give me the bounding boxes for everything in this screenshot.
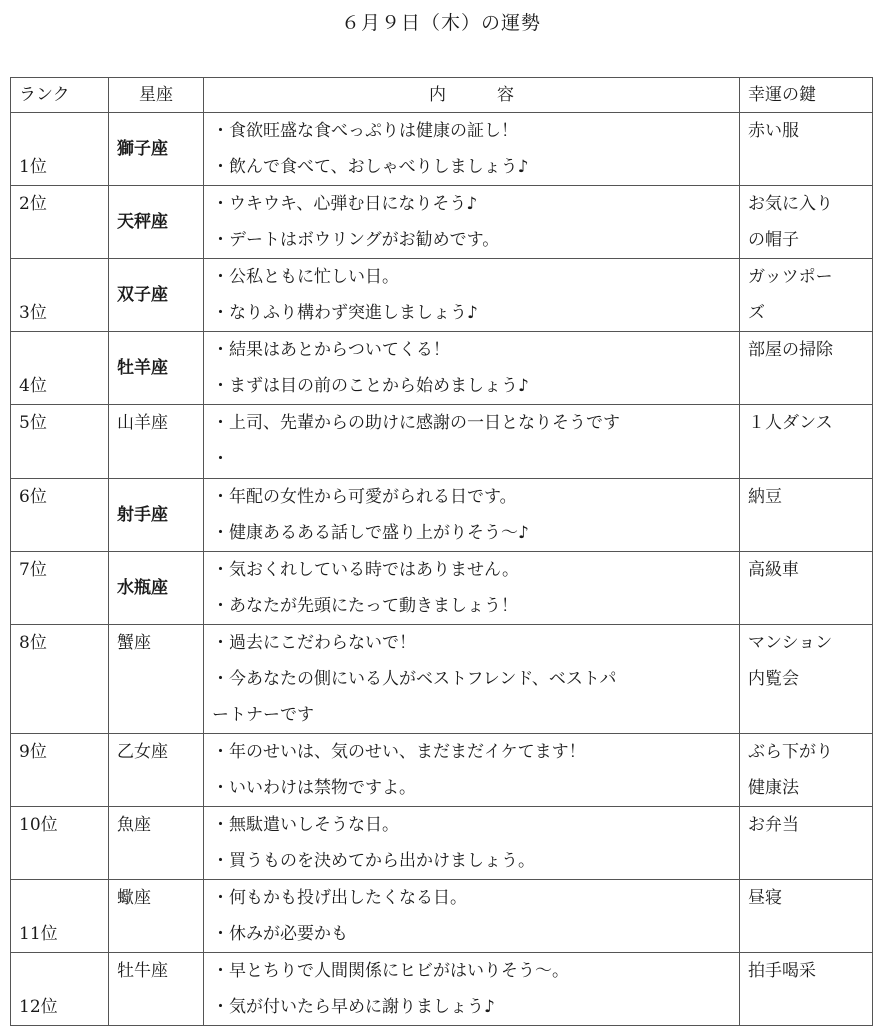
fortune-text-line: ・結果はあとからついてくる！: [212, 340, 450, 360]
lucky-key-text: 高級車: [748, 560, 799, 580]
lucky-key-text: １人ダンス: [748, 413, 833, 433]
lucky-key-cell: [740, 625, 873, 734]
zodiac-sign-label: 魚座: [117, 815, 151, 835]
table-row: [11, 332, 873, 405]
lucky-key-text: マンション: [748, 633, 833, 653]
fortune-content-cell: [204, 332, 740, 405]
rank-label: 12位: [19, 997, 58, 1017]
lucky-key-text: ガッツポー: [748, 267, 833, 287]
zodiac-sign-cell: [109, 552, 204, 625]
fortune-text-line: ・あなたが先頭にたって動きましょう！: [212, 596, 518, 616]
fortune-text-line: ・上司、先輩からの助けに感謝の一日となりそうです: [212, 413, 620, 433]
fortune-text-line: ・デートはボウリングがお勧めです。: [212, 230, 500, 250]
zodiac-sign-cell: [109, 734, 204, 807]
lucky-key-text: 健康法: [748, 778, 799, 798]
fortune-text-line: ・飲んで食べて、おしゃべりしましょう♪: [212, 157, 529, 177]
fortune-text-line: ・休みが必要かも: [212, 924, 348, 944]
rank-cell: [11, 953, 109, 1026]
lucky-key-text: 拍手喝采: [748, 961, 816, 981]
rank-cell: [11, 552, 109, 625]
rank-cell: [11, 405, 109, 479]
rank-label: 1位: [19, 157, 47, 177]
zodiac-sign-cell: [109, 479, 204, 552]
fortune-content-cell: [204, 880, 740, 953]
fortune-text-line: ・年のせいは、気のせい、まだまだイケてます！: [212, 742, 586, 762]
zodiac-sign-cell: [109, 880, 204, 953]
table-row: [11, 953, 873, 1026]
zodiac-sign-cell: [109, 186, 204, 259]
fortune-text-line: ・健康あるある話しで盛り上がりそう～♪: [212, 523, 529, 543]
zodiac-sign-label: 山羊座: [117, 413, 168, 433]
fortune-text-line: ・公私ともに忙しい日。: [212, 267, 399, 287]
fortune-text-line: ・過去にこだわらないで！: [212, 633, 416, 653]
lucky-key-text: の帽子: [748, 230, 799, 250]
zodiac-sign-cell: [109, 625, 204, 734]
fortune-text-line: ・今あなたの側にいる人がベストフレンド、ベストパ: [212, 669, 617, 689]
table-row: [11, 880, 873, 953]
rank-label: 6位: [19, 487, 47, 507]
lucky-key-cell: [740, 332, 873, 405]
table-row: [11, 479, 873, 552]
zodiac-sign-cell: [109, 807, 204, 880]
fortune-text-line: ・いいわけは禁物ですよ。: [212, 778, 416, 798]
fortune-ranking-table: [10, 77, 873, 1026]
rank-label: 11位: [19, 924, 58, 944]
fortune-content-cell: [204, 405, 740, 479]
zodiac-sign-cell: [109, 332, 204, 405]
rank-label: 2位: [19, 194, 47, 214]
table-row: [11, 186, 873, 259]
rank-cell: [11, 479, 109, 552]
lucky-key-cell: [740, 479, 873, 552]
table-row: [11, 552, 873, 625]
rank-label: 8位: [19, 633, 47, 653]
fortune-content-cell: [204, 113, 740, 186]
zodiac-sign-cell: [109, 405, 204, 479]
table-row: [11, 734, 873, 807]
fortune-text-line: ・気が付いたら早めに謝りましょう♪: [212, 997, 495, 1017]
fortune-content-cell: [204, 807, 740, 880]
fortune-content-cell: [204, 186, 740, 259]
zodiac-sign-label: 双子座: [117, 285, 168, 305]
rank-label: 4位: [19, 376, 47, 396]
fortune-text-line: ・食欲旺盛な食べっぷりは健康の証し！: [212, 121, 518, 141]
lucky-key-text: 納豆: [748, 487, 782, 507]
zodiac-sign-label: 牡羊座: [117, 358, 168, 378]
zodiac-sign-label: 蟹座: [117, 633, 151, 653]
fortune-content-cell: [204, 259, 740, 332]
fortune-text-line: ・: [212, 449, 229, 469]
lucky-key-text: 昼寝: [748, 888, 782, 908]
column-header-sign: 星座: [109, 78, 204, 113]
lucky-key-cell: [740, 880, 873, 953]
rank-label: 7位: [19, 560, 47, 580]
table-row: [11, 405, 873, 479]
fortune-content-cell: [204, 625, 740, 734]
page-title: ６月９日（木）の運勢: [340, 12, 541, 34]
fortune-content-cell: [204, 953, 740, 1026]
rank-label: 10位: [19, 815, 58, 835]
lucky-key-cell: [740, 734, 873, 807]
fortune-text-line: ートナーです: [212, 705, 314, 725]
fortune-text-line: ・何もかも投げ出したくなる日。: [212, 888, 467, 908]
rank-cell: [11, 625, 109, 734]
lucky-key-cell: [740, 552, 873, 625]
rank-cell: [11, 807, 109, 880]
rank-cell: [11, 186, 109, 259]
fortune-text-line: ・無駄遣いしそうな日。: [212, 815, 399, 835]
lucky-key-cell: [740, 953, 873, 1026]
table-row: [11, 807, 873, 880]
table-body: [11, 113, 873, 1026]
zodiac-sign-label: 天秤座: [117, 212, 168, 232]
table-header-row: [11, 78, 873, 113]
lucky-key-cell: [740, 405, 873, 479]
lucky-key-cell: [740, 259, 873, 332]
lucky-key-text: 部屋の掃除: [748, 340, 833, 360]
fortune-text-line: ・年配の女性から可愛がられる日です。: [212, 487, 517, 507]
fortune-text-line: ・ウキウキ、心弾む日になりそう♪: [212, 194, 478, 214]
zodiac-sign-label: 乙女座: [117, 742, 168, 762]
fortune-text-line: ・早とちりで人間関係にヒビがはいりそう～。: [212, 961, 569, 981]
fortune-text-line: ・なりふり構わず突進しましょう♪: [212, 303, 478, 323]
lucky-key-text: お弁当: [748, 815, 799, 835]
rank-cell: [11, 734, 109, 807]
rank-cell: [11, 332, 109, 405]
lucky-key-text: ズ: [748, 303, 765, 323]
zodiac-sign-label: 水瓶座: [117, 578, 168, 598]
rank-cell: [11, 259, 109, 332]
lucky-key-text: お気に入り: [748, 194, 833, 214]
zodiac-sign-label: 獅子座: [117, 139, 168, 159]
rank-label: 3位: [19, 303, 47, 323]
rank-cell: [11, 113, 109, 186]
zodiac-sign-cell: [109, 953, 204, 1026]
lucky-key-text: 内覧会: [748, 669, 799, 689]
lucky-key-cell: [740, 186, 873, 259]
rank-cell: [11, 880, 109, 953]
column-header-lucky-key: 幸運の鍵: [740, 78, 873, 113]
lucky-key-text: 赤い服: [748, 121, 799, 141]
rank-label: 5位: [19, 413, 47, 433]
lucky-key-cell: [740, 113, 873, 186]
table-row: [11, 625, 873, 734]
zodiac-sign-cell: [109, 113, 204, 186]
rank-label: 9位: [19, 742, 47, 762]
zodiac-sign-label: 牡牛座: [117, 961, 168, 981]
fortune-text-line: ・買うものを決めてから出かけましょう。: [212, 851, 535, 871]
fortune-content-cell: [204, 734, 740, 807]
column-header-content: 内 容: [204, 78, 740, 113]
lucky-key-cell: [740, 807, 873, 880]
lucky-key-text: ぶら下がり: [748, 742, 833, 762]
zodiac-sign-label: 蠍座: [117, 888, 151, 908]
fortune-content-cell: [204, 479, 740, 552]
fortune-text-line: ・まずは目の前のことから始めましょう♪: [212, 376, 529, 396]
zodiac-sign-cell: [109, 259, 204, 332]
fortune-content-cell: [204, 552, 740, 625]
column-header-rank: ランク: [11, 78, 109, 113]
table-row: [11, 113, 873, 186]
zodiac-sign-label: 射手座: [117, 505, 168, 525]
fortune-text-line: ・気おくれしている時ではありません。: [212, 560, 520, 580]
table-row: [11, 259, 873, 332]
